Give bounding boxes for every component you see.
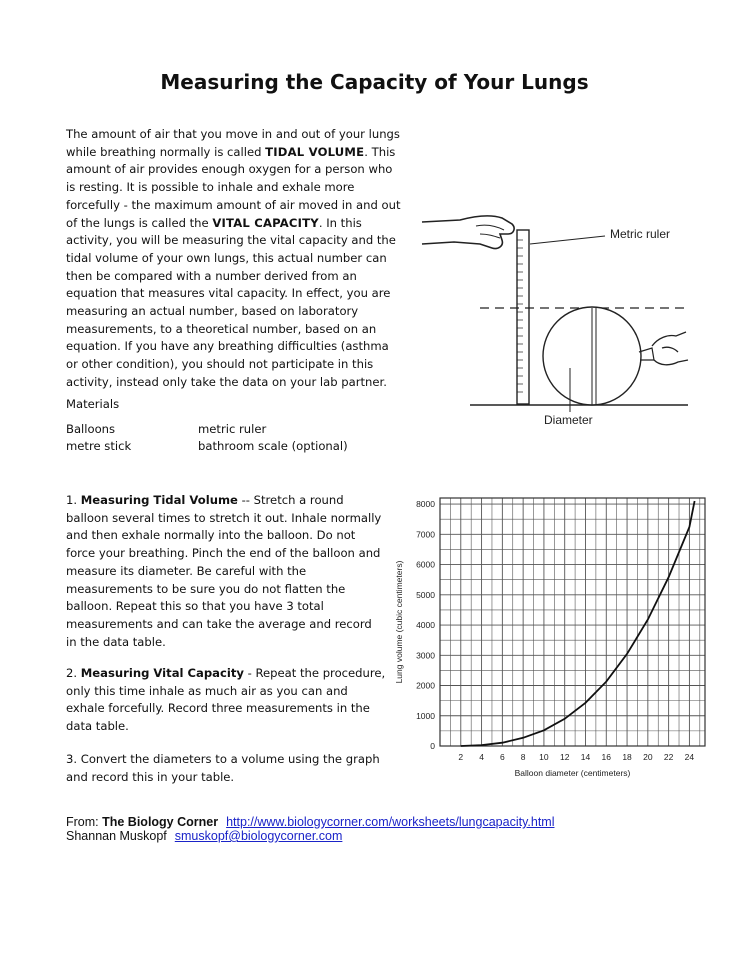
step-text: -- Stretch a round balloon several times to stretch it out. Inhale normally and then exhale normally into the balloon. Do not force your breathing. Pinch the end of the balloon and measure its diameter. Be careful with the measurements to be sure you do not flatten the balloon. Repeat this so that you have 3 total measurements and can take the average and record in the data table. <box>66 493 382 649</box>
intro-text-1: The amount of air that you move in and out of your lungs while breathing normally is called <box>66 127 400 159</box>
material-item: bathroom scale (optional) <box>198 439 348 453</box>
material-item: Balloons <box>66 422 116 436</box>
x-tick-label: 16 <box>601 752 612 762</box>
x-tick-label: 20 <box>643 752 653 762</box>
series-line <box>461 501 695 746</box>
author-line <box>66 829 554 843</box>
x-tick-label: 2 <box>458 752 464 762</box>
y-tick-label: 5000 <box>416 589 435 600</box>
y-tick-label: 6000 <box>416 559 435 570</box>
intro-text-2: . This amount of air provides enough oxygen for a person who is resting. It is possible to inhale and exhale more forcefully - the maximum amount of air moved in and out of the lungs is called the <box>66 144 401 230</box>
step-title: Measuring Tidal Volume <box>80 493 238 507</box>
step-number: 2. <box>66 666 81 680</box>
vital-capacity-term: VITAL CAPACITY <box>212 215 319 230</box>
intro-paragraph <box>66 126 404 392</box>
source-link[interactable]: http://www.biologycorner.com/worksheets/lungcapacity.html <box>226 815 555 829</box>
plot-frame <box>440 498 705 746</box>
y-axis-label: Lung volume (cubic centimeters) <box>394 560 404 684</box>
x-tick-label: 10 <box>539 752 549 762</box>
y-tick-label: 3000 <box>416 650 435 661</box>
x-tick-label: 14 <box>580 752 591 762</box>
y-tick-label: 8000 <box>416 499 435 510</box>
step-text: - Repeat the procedure, only this time inhale as much air as you can and exhale forcefully. Record three measurements in the data table. <box>66 666 386 734</box>
x-tick-label: 8 <box>520 752 526 762</box>
page-title: Measuring the Capacity of Your Lungs <box>160 70 589 94</box>
x-tick-label: 12 <box>559 752 570 762</box>
pinching-hand-icon <box>652 332 688 365</box>
email-link[interactable]: smuskopf@biologycorner.com <box>174 829 343 843</box>
step-2 <box>66 665 386 736</box>
y-tick-label: 0 <box>430 741 435 751</box>
tidal-volume-term: TIDAL VOLUME <box>265 144 365 159</box>
author-name: Shannan Muskopf <box>66 829 167 843</box>
x-tick-label: 24 <box>684 752 695 762</box>
step-text: 3. Convert the diameters to a volume using the graph and record this in your table. <box>66 752 380 784</box>
y-tick-label: 1000 <box>416 710 435 721</box>
material-item: metric ruler <box>198 422 267 436</box>
source-line <box>66 815 554 829</box>
y-tick-label: 2000 <box>416 680 435 691</box>
y-tick-label: 4000 <box>416 620 435 631</box>
diameter-label: Diameter <box>544 413 593 427</box>
step-3 <box>66 751 386 786</box>
step-1 <box>66 492 386 651</box>
step-number: 1. <box>66 493 81 507</box>
ruler-label: Metric ruler <box>610 227 671 241</box>
x-tick-label: 22 <box>663 752 674 762</box>
from-label: From: <box>66 815 103 829</box>
materials-left-column <box>66 421 131 455</box>
intro-text-3: . In this activity, you will be measuring the vital capacity and the tidal volume of your own lungs, this actual number can then be compared with a number derived from an equation that measures vital capacity. In effect, you are measuring an actual number, based on laboratory measurements, to a theoretical number, based on an equation. If you have any breathing difficulties (asthma or other condition), you should not participate in this activity, instead only take the data on your lab partner. <box>66 215 396 389</box>
y-tick-label: 7000 <box>416 529 435 540</box>
hand-icon <box>422 216 514 249</box>
source-name: The Biology Corner <box>102 815 219 829</box>
x-tick-label: 4 <box>479 752 484 762</box>
x-axis-label: Balloon diameter (centimeters) <box>514 768 631 778</box>
materials-right-column <box>198 421 348 455</box>
lung-volume-chart <box>390 478 720 798</box>
material-item: metre stick <box>66 439 132 453</box>
x-tick-label: 18 <box>622 752 632 762</box>
balloon-measurement-illustration <box>420 200 690 435</box>
materials-heading: Materials <box>66 397 120 411</box>
x-tick-label: 6 <box>499 752 505 762</box>
step-title: Measuring Vital Capacity <box>80 666 244 680</box>
footer <box>66 815 554 843</box>
